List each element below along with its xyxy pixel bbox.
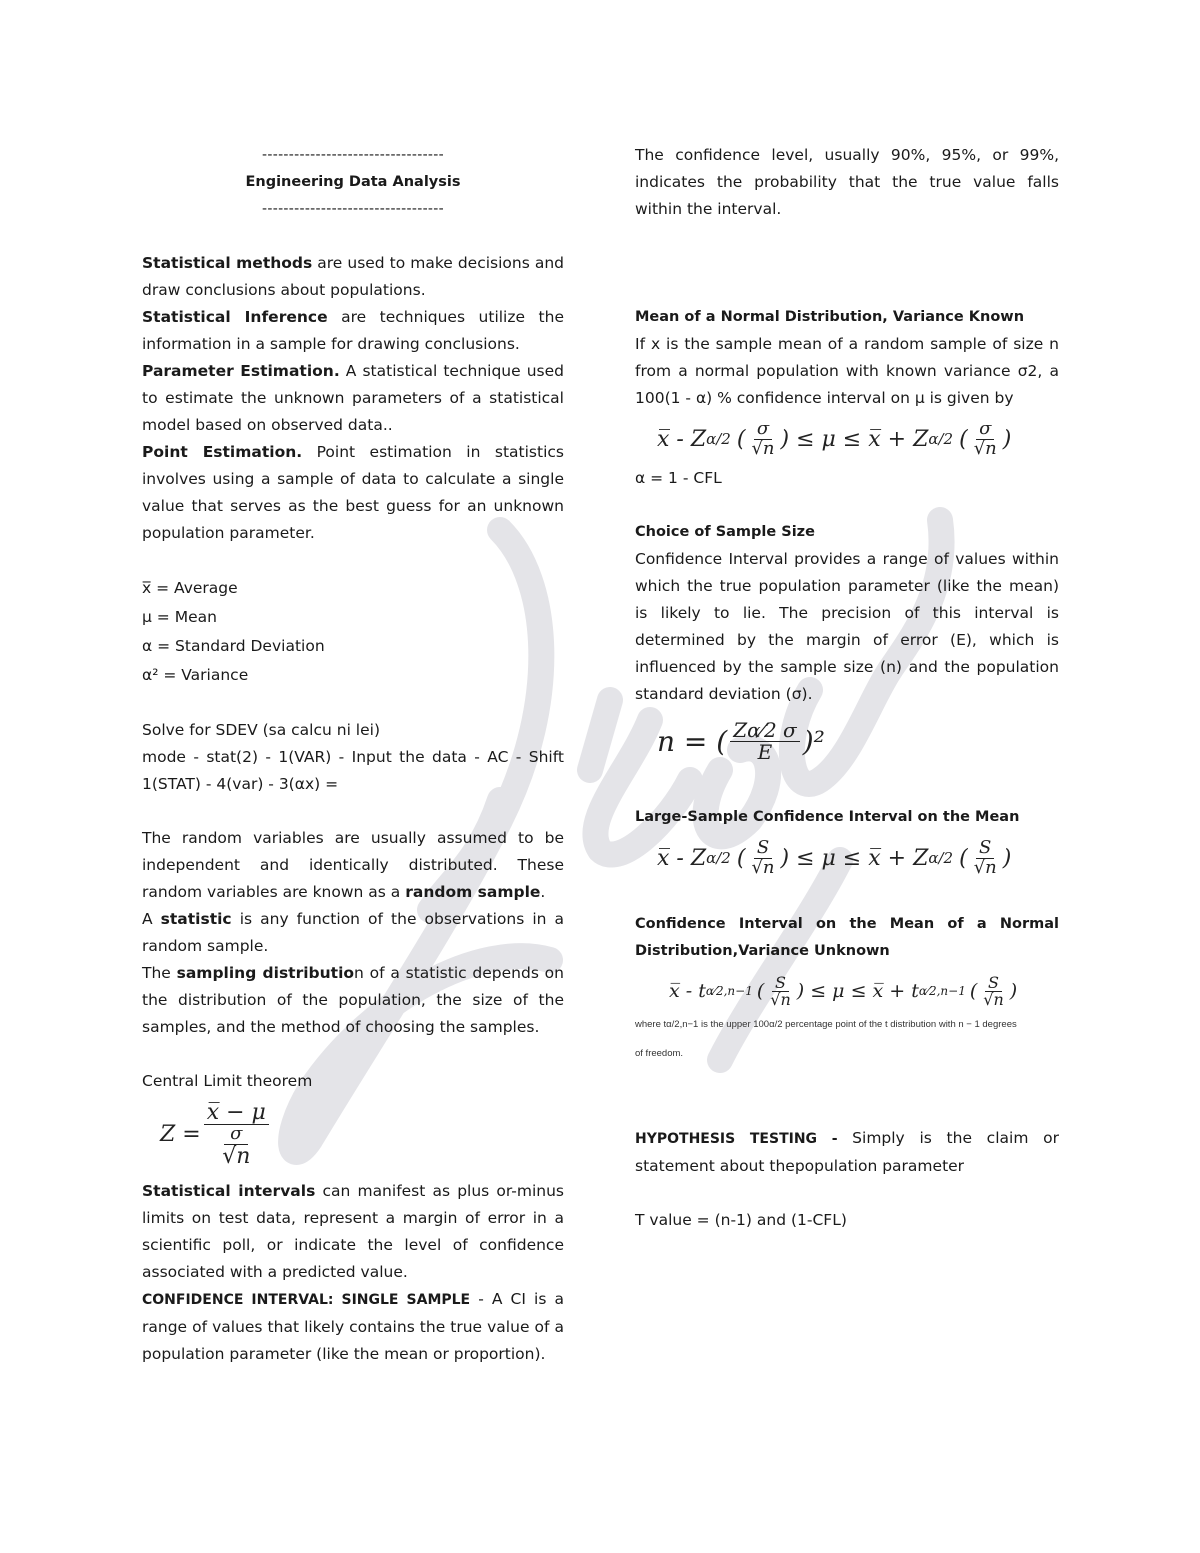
- paragraph-statistical-intervals: [142, 1178, 564, 1286]
- formula-middle: ) ≤ μ ≤ x̅ + t: [796, 980, 919, 1003]
- formula-fraction: [767, 972, 794, 1010]
- paragraph-variance-known: If x is the sample mean of a random sample of size n from a normal population with known variance σ2, a 100(1 - α) % confidence interval on μ is given by: [635, 335, 1059, 407]
- formula-numerator: σ: [976, 420, 994, 440]
- text: .: [540, 883, 546, 901]
- definition: A statistical technique used to estimate the unknown parameters of a statistical model based on observed data..: [142, 362, 564, 434]
- footnote-line-2: of freedom.: [635, 1048, 684, 1060]
- formula-sigma: σ: [224, 1125, 248, 1145]
- footnote-line-1: where tα/2,n−1 is the upper 100α/2 percentage point of the t distribution with n − 1 degrees: [635, 1019, 1017, 1031]
- divider-bottom: ----------------------------------: [262, 201, 444, 217]
- formula-sqrt-n: √n: [222, 1143, 251, 1169]
- formula-denominator: E: [757, 739, 773, 764]
- formula-numerator: σ: [754, 420, 772, 440]
- definition: can manifest as plus or-minus limits on test data, represent a margin of error in a scientific poll, or indicate the level of confidence associated with a predicted value.: [142, 1182, 565, 1282]
- formula-middle: ) ≤ μ ≤ x̅ + Z: [780, 426, 929, 452]
- formula-denominator: √n: [751, 856, 775, 878]
- heading-variance-unknown: Confidence Interval on the Mean of a Normal Distribution,Variance Unknown: [635, 915, 1059, 959]
- formula-fraction: [748, 420, 777, 459]
- symbol-standard-deviation: α = Standard Deviation: [142, 637, 325, 655]
- term: random sample: [405, 883, 541, 901]
- formula-fraction: [730, 717, 799, 764]
- symbol-mean: μ = Mean: [142, 608, 217, 626]
- term: Statistical intervals: [142, 1182, 316, 1201]
- formula-denominator: [219, 1125, 253, 1168]
- paragraph-sample-size: Confidence Interval provides a range of values within which the true population parameter (like the mean) is likely to lie. The precision of this interval is determined by the margin of error (E), which is influenced by the sample size (n) and the population standard deviation (σ).: [635, 549, 1059, 703]
- definition: are techniques utilize the information in a sample for drawing conclusions.: [142, 308, 564, 353]
- formula-left: x̅ - Z: [657, 426, 707, 452]
- term: statistic: [160, 910, 232, 928]
- document-title: Engineering Data Analysis: [245, 174, 461, 190]
- formula-fraction: [204, 1101, 269, 1168]
- divider-top: ----------------------------------: [262, 147, 444, 163]
- text: is any function of the observations in a random sample.: [142, 910, 565, 955]
- formula-fraction: [971, 836, 1000, 878]
- term: Statistical Inference: [142, 308, 328, 326]
- definition: - A CI is a range of values that likely contains the true value of a population parameter (like the mean or proportion).: [142, 1290, 564, 1364]
- formula-sub: α⁄2,n−1: [918, 984, 966, 999]
- paragraph-statistic: [142, 906, 564, 960]
- formula-n: n = (: [657, 724, 728, 758]
- text: A: [142, 910, 161, 928]
- t-value-line: T value = (n-1) and (1-CFL): [635, 1211, 847, 1230]
- symbol-average: x̅ = Average: [142, 579, 238, 597]
- paragraph-statistical-inference: [142, 304, 564, 358]
- formula-denominator: √n: [973, 856, 997, 878]
- paragraph-parameter-estimation: [142, 358, 564, 439]
- definition: Simply is the claim or statement about thepopulation parameter: [635, 1129, 1059, 1176]
- sdev-title: Solve for SDEV (sa calcu ni lei): [142, 721, 381, 739]
- term: Parameter Estimation.: [142, 362, 340, 380]
- text: n of a statistic depends on the distribution of the population, the size of the samples, and the method of choosing the samples.: [142, 964, 564, 1036]
- formula-middle: ) ≤ μ ≤ x̅ + Z: [780, 845, 929, 871]
- formula-sub: α/2: [706, 848, 731, 867]
- formula-fraction: [748, 836, 777, 878]
- paragraph-point-estimation: [142, 439, 564, 547]
- sdev-steps: mode - stat(2) - 1(VAR) - Input the data - AC - Shift 1(STAT) - 4(var) - 3(αx) =: [142, 748, 564, 793]
- formula-numerator: S: [772, 975, 789, 993]
- formula-numerator: S: [985, 975, 1002, 993]
- paragraph-sampling-distribution: [142, 960, 564, 1041]
- clt-formula: [160, 1101, 564, 1168]
- left-column: [142, 142, 564, 1368]
- formula-sub: α/2: [928, 429, 954, 448]
- ci-formula-variance-unknown: x̅ - t α⁄2,n−1 ( $\frac{S}{√n}$ ) ≤ μ ≤ x̅ + t α⁄2,n−1 ( $\frac{S}{√n}$ ): [669, 972, 1018, 1010]
- formula-sub: α/2: [706, 429, 731, 448]
- text: The: [142, 964, 177, 982]
- paragraph-statistical-methods: [142, 250, 564, 304]
- ci-formula-large-sample: x̅ - Z α/2 ( $\frac{S}{√n}$ ) ≤ μ ≤ x̅ + Z α/2 ( $\frac{S}{√n}$ ): [657, 836, 1012, 878]
- formula-numerator: x̅ − μ: [204, 1101, 269, 1125]
- formula-fraction: [971, 420, 1000, 459]
- definition: Point estimation in statistics involves using a sample of data to calculate a single value that serves as the best guess for an unknown population parameter.: [142, 443, 564, 542]
- formula-sub: α⁄2,n−1: [705, 984, 753, 999]
- heading-large-sample: Large-Sample Confidence Interval on the Mean: [635, 808, 1020, 825]
- formula-numerator: Zα⁄2 σ: [730, 720, 799, 742]
- term: sampling distributio: [176, 964, 355, 982]
- formula-left: x̅ - t: [669, 980, 706, 1003]
- definition: are used to make decisions and draw conclusions about populations.: [142, 254, 565, 299]
- term: HYPOTHESIS TESTING -: [635, 1131, 853, 1148]
- heading-variance-known: Mean of a Normal Distribution, Variance Known: [635, 309, 1025, 325]
- paragraph-confidence-level: The confidence level, usually 90%, 95%, or 99%, indicates the probability that the true value falls within the interval.: [635, 146, 1059, 218]
- formula-numerator: S: [976, 839, 994, 859]
- clt-title: Central Limit theorem: [142, 1072, 313, 1090]
- paragraph-random-sample: [142, 825, 564, 906]
- formula-denominator: √n: [983, 990, 1004, 1010]
- term: Point Estimation.: [142, 443, 303, 461]
- formula-left: x̅ - Z: [657, 845, 707, 871]
- sample-size-formula: [657, 717, 1059, 764]
- paragraph-confidence-interval: [142, 1286, 564, 1368]
- term: Statistical methods: [142, 254, 313, 272]
- formula-fraction: [980, 972, 1007, 1010]
- formula-z: Z =: [160, 1122, 201, 1148]
- term: CONFIDENCE INTERVAL: SINGLE SAMPLE: [142, 1292, 471, 1309]
- formula-sub: α/2: [928, 848, 954, 867]
- formula-numerator: S: [754, 839, 772, 859]
- formula-denominator: √n: [770, 990, 791, 1010]
- text: The random variables are usually assumed to be independent and identically distributed. These random variables are known as a: [142, 829, 564, 901]
- formula-denominator: √n: [751, 437, 775, 459]
- right-column: [635, 142, 1059, 1234]
- symbol-variance: α² = Variance: [142, 666, 249, 684]
- ci-formula-variance-known: x̅ - Z α/2 ( $\frac{\sigma}{√n}$ ) ≤ μ ≤ x̅ + Z α/2 ( $\frac{\sigma}{√n}$ ): [657, 418, 1012, 459]
- alpha-definition: α = 1 - CFL: [635, 468, 722, 487]
- formula-end: )²: [802, 724, 825, 758]
- heading-sample-size: Choice of Sample Size: [635, 523, 815, 540]
- formula-denominator: √n: [973, 437, 997, 459]
- paragraph-hypothesis-testing: [635, 1125, 1059, 1180]
